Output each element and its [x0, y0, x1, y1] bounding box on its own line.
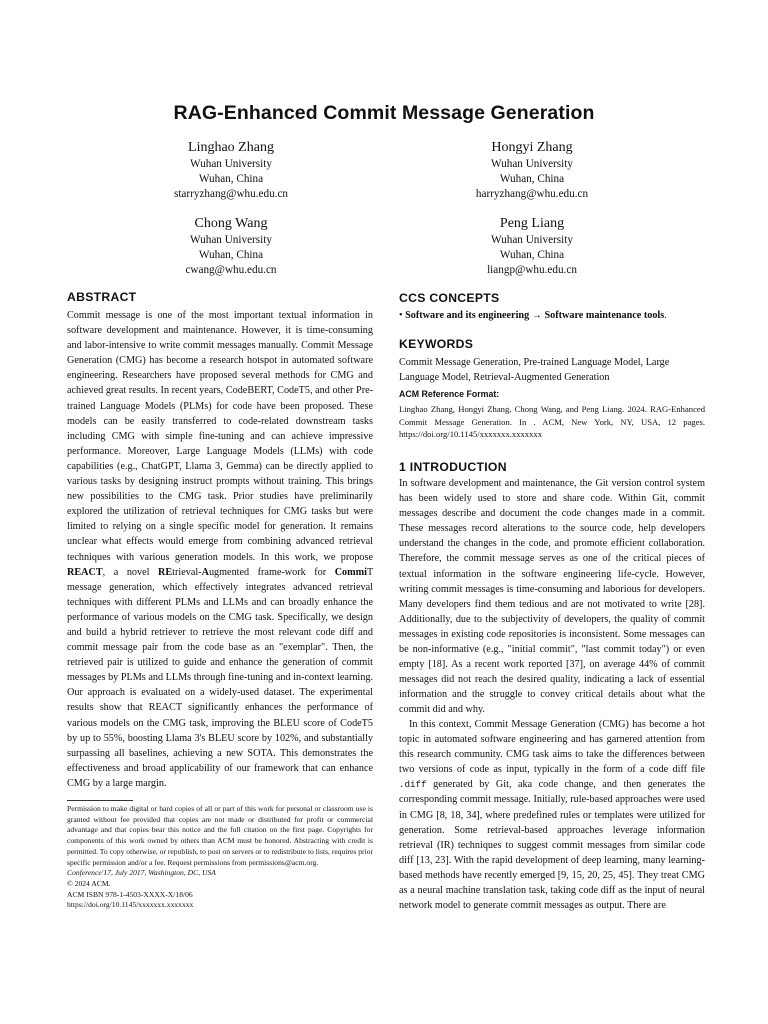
- paper-title: RAG-Enhanced Commit Message Generation: [173, 102, 595, 124]
- ccs-heading: CCS CONCEPTS: [399, 291, 500, 305]
- author-name: Chong Wang: [194, 216, 268, 231]
- permission-footnote: Permission to make digital or hard copies of all or part of this work for personal or classroom use is granted without fee provided that copies are not made or distributed for profit or commercial advantage and that copies bear this notice and the full citation on the first page. Copyrights for components of this work owned by others than ACM must be honored. Abstracting with credit is permitted. To copy otherwise, or republish, to post on servers or to redistribute to lists, requires prior specific permission and/or a fee. Request permissions from permissions@acm.org. Conference'17, July 2017, Washington, DC, USA © 2024 ACM. ACM ISBN 978-1-4503-XXXX-X/18/06 https://doi.org/10.1145/xxxxxxx.xxxxxxx: [67, 804, 373, 910]
- author-block-2: [402, 139, 662, 203]
- footnote-divider: [67, 800, 133, 801]
- ccs-concepts: • Software and its engineering → Software maintenance tools.: [399, 310, 667, 321]
- author-location: Wuhan, China: [198, 173, 264, 186]
- author-name: Peng Liang: [499, 216, 565, 231]
- doi-link: https://doi.org/10.1145/xxxxxxx.xxxxxxx: [67, 900, 194, 910]
- reference-format-heading: ACM Reference Format:: [399, 389, 500, 399]
- author-affiliation: Wuhan University: [491, 158, 573, 170]
- author-location: Wuhan, China: [499, 249, 565, 262]
- author-block-4: [402, 215, 662, 279]
- author-location: Wuhan, China: [499, 173, 565, 186]
- author-email: liangp@whu.edu.cn: [487, 264, 577, 277]
- author-name: Hongyi Zhang: [491, 140, 573, 155]
- intro-paragraph-2: In this context, Commit Message Generation (CMG) has become a hot topic in automated software engineering and has garnered attention from this research community. CMG task aims to take the differences between two versions of code as input, typically in the form of a code diff file .diff generated by Git, aka code change, and then generates the corresponding commit message. Initially, rule-based approaches were used in CMG [8, 18, 34], where predefined rules or templates were utilized for generation. Some retrieval-based approaches leverage information retrieval (IR) techniques to suggest commit messages from similar code diff [13, 23]. With the rapid development of deep learning, many learning-based methods have recently emerged [9, 15, 20, 25, 45]. They treat CMG as a neural machine translation task, taking code diff as the input of neural network model to generate commit messages as output. There are: [399, 719, 705, 912]
- author-email: starryzhang@whu.edu.cn: [173, 188, 289, 201]
- author-affiliation: Wuhan University: [491, 234, 573, 246]
- isbn: ACM ISBN 978-1-4503-XXXX-X/18/06: [67, 889, 193, 899]
- conference-info: Conference'17, July 2017, Washington, DC, USA: [67, 868, 216, 878]
- copyright-notice: © 2024 ACM.: [67, 878, 111, 888]
- introduction-heading: 1 INTRODUCTION: [399, 460, 507, 474]
- author-block-1: [101, 139, 361, 203]
- author-location: Wuhan, China: [198, 249, 264, 262]
- abstract-text: Commit message is one of the most important textual information in software development and maintenance. However, it is time-consuming and labor-intensive to write commit messages manually. Commit Message Generation (CMG) has become a research hotspot in automated software engineering. Researchers have proposed several methods for CMG and achieved great results. In recent years, CodeBERT, CodeT5, and other Pre-trained Language Models (PLMs) for code have been proposed. These models can be easily transferred to code-related downstream tasks including CMG with simple fine-tuning and can achieve impressive performance. Moreover, Large Language Models (LLMs) with code capabilities (e.g., ChatGPT, Llama 3, Gemma) can be directly applied to various tasks by designing instruct prompts without training. This brings new possibilities to the CMG task. Prior studies have preliminarily explored the utilization of retrieval techniques for CMG tasks but were limited to relying on a single specific model for generation. It remains unclear what effects would emerge from combining advanced retrieval techniques with various generation models. In this work, we propose REACT, a novel REtrieval-Augmented frame-work for CommiT message generation, which effectively integrates advanced retrieval techniques with different PLMs and LLMs and can broadly enhance the performance of various models on the CMG task. Specifically, we design and build a hybrid retriever to retrieve the most relevant code diff and commit message pair from the code base as an "exemplar". Then, the retrieved pair is utilized to guide and enhance the generation of commit messages by PLMs and LLMs through fine-tuning and in-context learning. Our approach is evaluated on a widely-used dataset. The experimental results show that REACT significantly enhances the performance of various models on the CMG task, improving the BLEU score of CodeT5 by up to 55%, boosting Llama 3's BLEU score by 102%, and substantially surpassing all baselines, achieving a new SOTA. This demonstrates the effectiveness and broad applicability of our framework that can enhance CMG by a large margin.: [67, 310, 374, 789]
- author-affiliation: Wuhan University: [190, 234, 272, 246]
- author-name: Linghao Zhang: [188, 140, 274, 155]
- keywords-heading: KEYWORDS: [399, 337, 474, 351]
- diff-code: .diff: [399, 779, 427, 791]
- keywords-text: Commit Message Generation, Pre-trained Language Model, Large Language Model, Retrieval-Augmented Generation: [399, 357, 670, 384]
- abstract-heading: ABSTRACT: [67, 290, 137, 304]
- intro-paragraph-1: In software development and maintenance, the Git version control system has been widely used to store and share code. Within Git, commit messages describe and document the code changes made in a commit. These messages record alterations to the source code, help developers understand the changes in the code, and promote efficient collaboration. Therefore, the commit message serves as one of the critical pieces of textual information in the software engineering life-cycle. However, writing commit messages is time-consuming and laborious for developers. Many developers find them tedious and are not motivated to write [28]. Additionally, due to the subjectivity of developers, the quality of commit messages in existing code repositories is inconsistent. Some messages can be non-informative (e.g., "initial commit", "last commit today") or even empty [18]. As a recent work reported [37], on average 44% of commit messages did not reach the desired quality, indicating a lack of essential information and the struggle to convey critical details about what the commit did and why.: [399, 478, 705, 716]
- author-email: harryzhang@whu.edu.cn: [475, 188, 589, 201]
- reference-format-text: Linghao Zhang, Hongyi Zhang, Chong Wang, and Peng Liang. 2024. RAG-Enhanced Commit Message Generation. In . ACM, New York, NY, USA, 12 pages. https://doi.org/10.1145/xxxxxxx.xxxxxxx: [399, 404, 705, 440]
- author-block-3: [101, 215, 361, 279]
- author-affiliation: Wuhan University: [190, 158, 272, 170]
- author-email: cwang@whu.edu.cn: [185, 264, 277, 277]
